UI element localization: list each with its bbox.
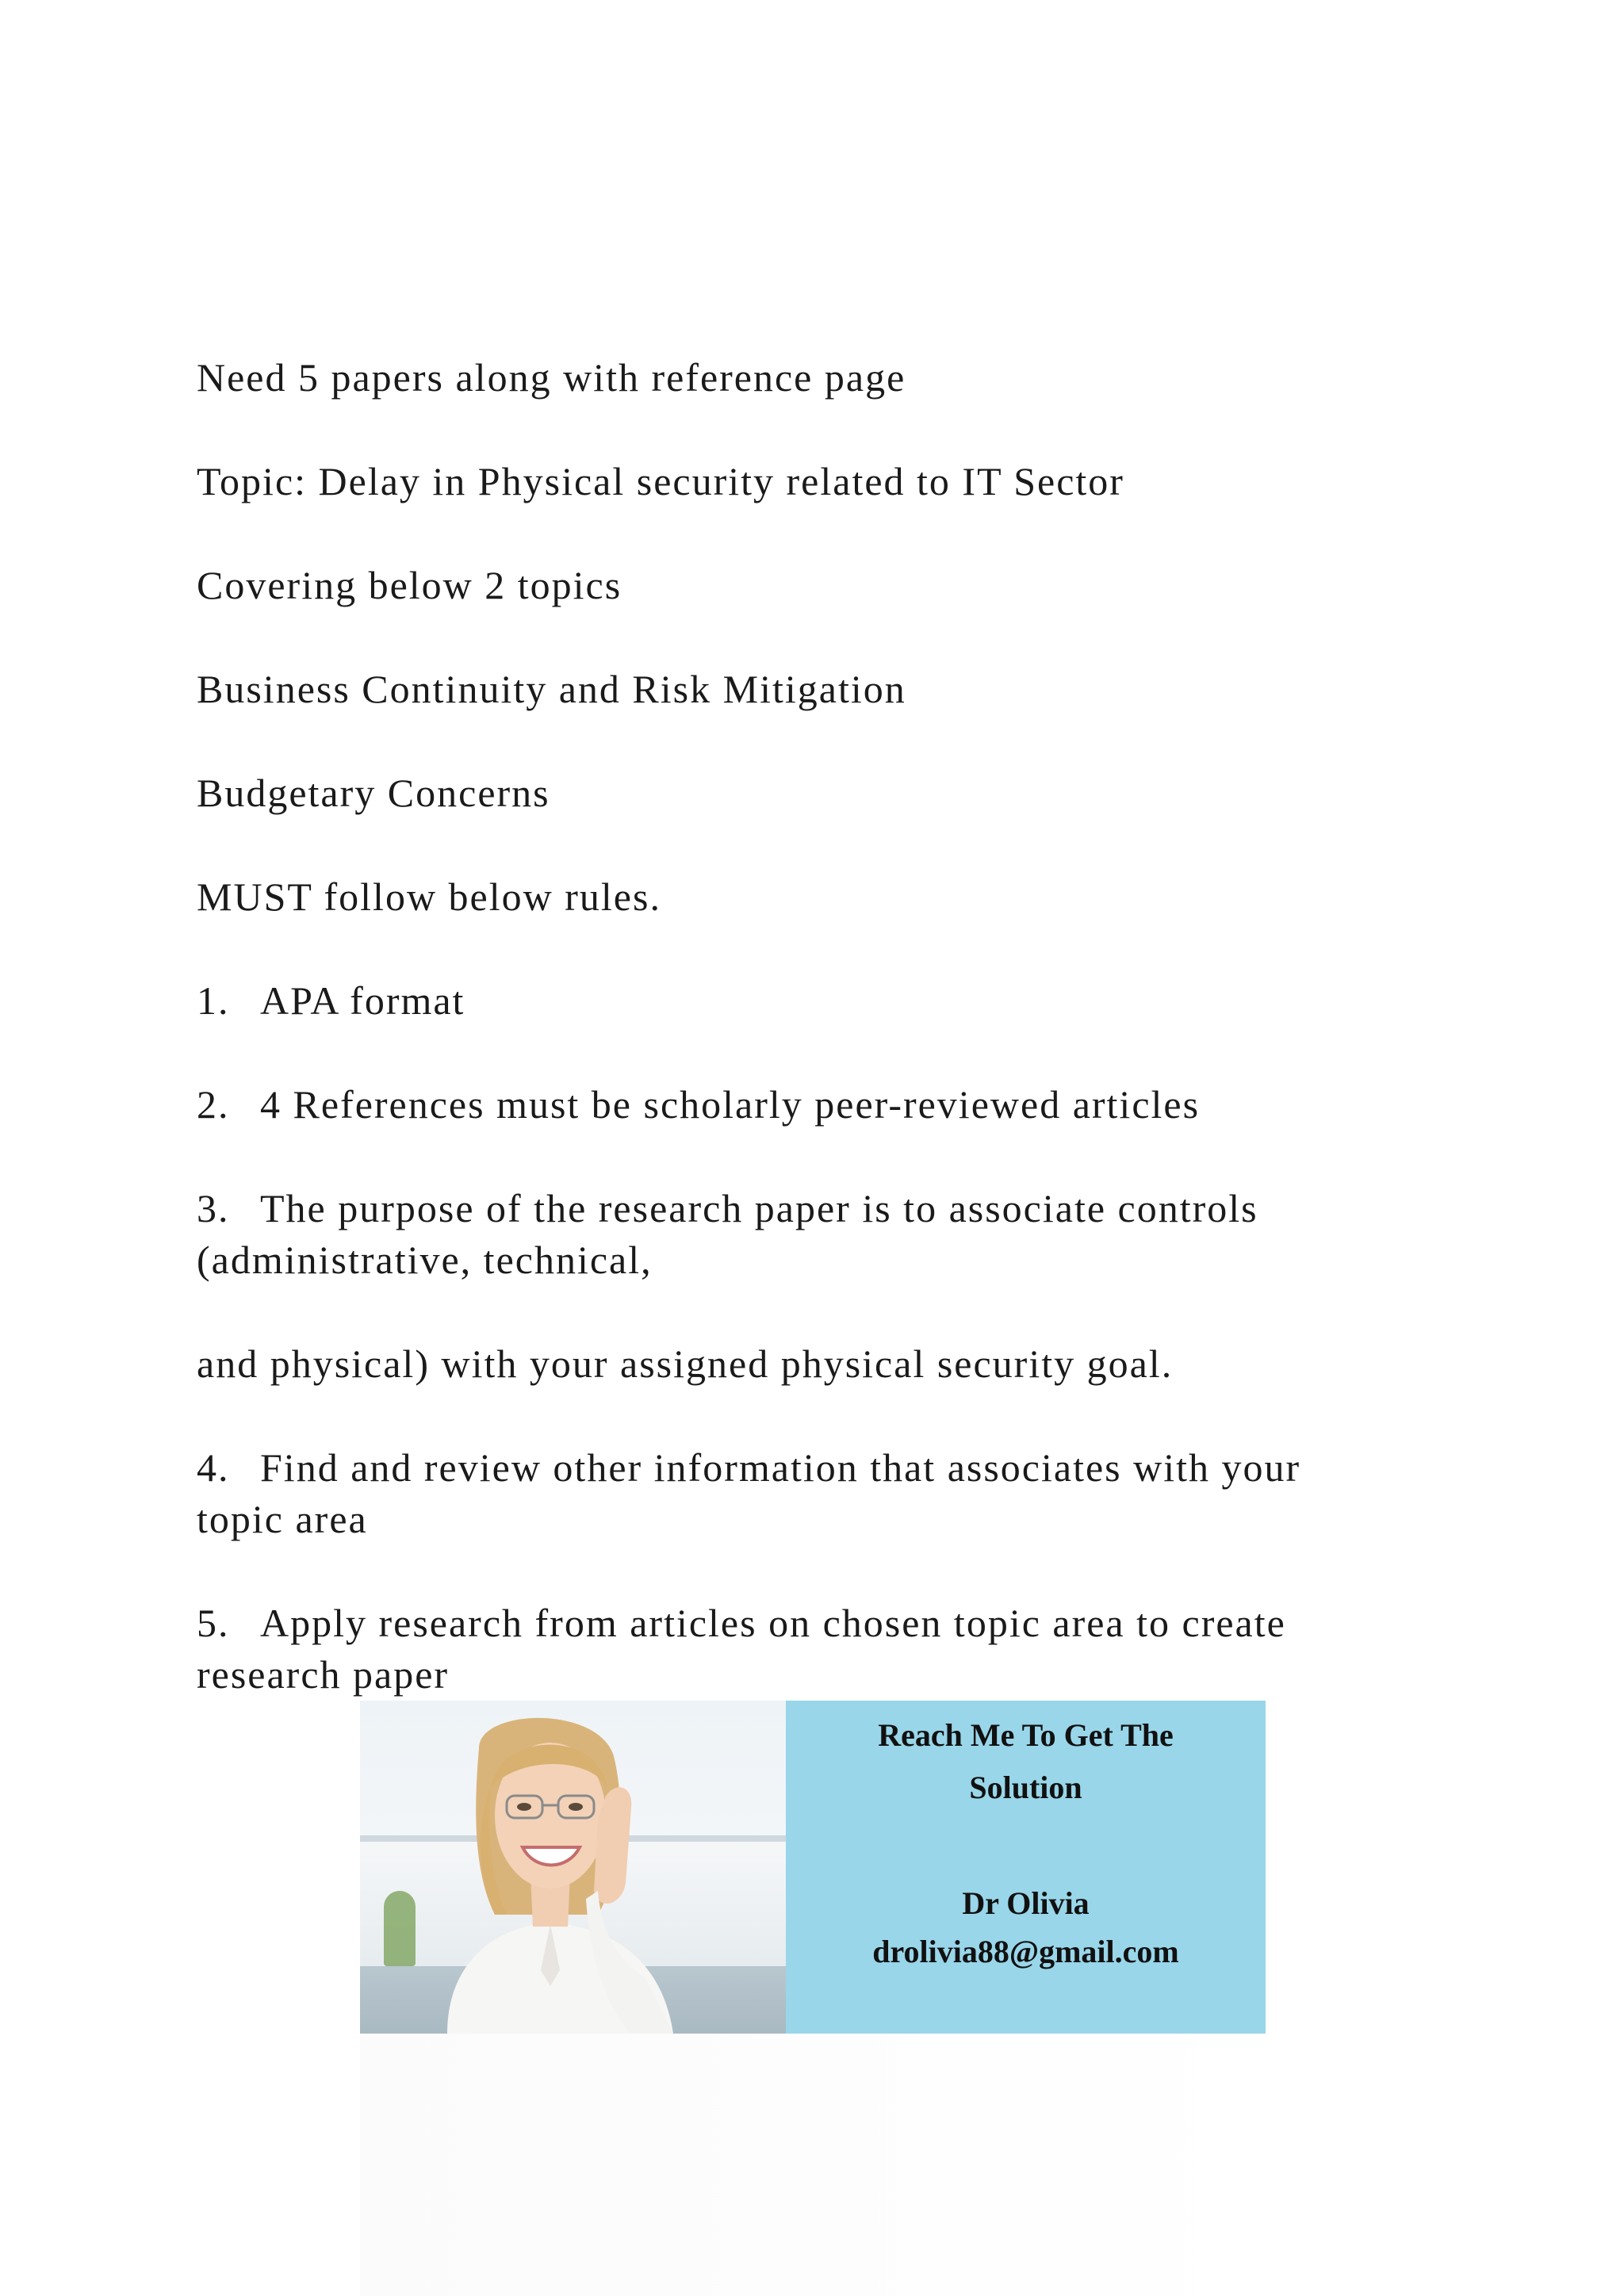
lower-image-area — [360, 2034, 1266, 2296]
ad-headline-line-1: Reach Me To Get The — [878, 1717, 1174, 1753]
rule-item-4-cont: topic area — [197, 1497, 368, 1541]
rule-text: Find and review other information that associates with your — [260, 1445, 1301, 1490]
rule-number: 5. — [197, 1601, 230, 1645]
rule-item-5 — [197, 1597, 1286, 1649]
rule-item-1 — [197, 974, 465, 1027]
woman-figure — [360, 1701, 786, 2034]
doc-line-subtopic-2: Budgetary Concerns — [197, 771, 550, 815]
contact-panel — [786, 1701, 1266, 2034]
rule-text: APA format — [260, 978, 465, 1023]
woman-photo — [360, 1701, 786, 2034]
doc-line-topic: Topic: Delay in Physical security related to IT Sector — [197, 459, 1124, 503]
ad-contact-email: drolivia88@gmail.com — [872, 1934, 1179, 1969]
rule-number: 2. — [197, 1082, 230, 1127]
rule-number: 1. — [197, 978, 230, 1023]
ad-headline-line-2: Solution — [969, 1770, 1082, 1805]
rule-item-3-cont-1: (administrative, technical, — [197, 1238, 653, 1282]
ad-contact-name: Dr Olivia — [962, 1885, 1090, 1921]
rule-item-3-cont-2: and physical) with your assigned physical security goal. — [197, 1341, 1174, 1386]
rule-item-3 — [197, 1182, 1258, 1234]
rule-text: 4 References must be scholarly peer-reviewed articles — [260, 1082, 1201, 1127]
rule-text: The purpose of the research paper is to associate controls — [260, 1186, 1258, 1230]
rule-item-5-cont: research paper — [197, 1652, 450, 1697]
rule-item-2 — [197, 1078, 1200, 1131]
contact-ad-banner — [360, 1701, 1266, 2034]
rule-item-4 — [197, 1441, 1300, 1494]
rule-number: 3. — [197, 1186, 230, 1230]
doc-line-rules-heading: MUST follow below rules. — [197, 874, 661, 919]
rule-text: Apply research from articles on chosen topic area to create — [260, 1601, 1286, 1645]
doc-line-request: Need 5 papers along with reference page — [197, 355, 906, 400]
rule-number: 4. — [197, 1445, 230, 1490]
doc-line-subtopic-1: Business Continuity and Risk Mitigation — [197, 667, 906, 711]
doc-line-covering: Covering below 2 topics — [197, 563, 622, 607]
